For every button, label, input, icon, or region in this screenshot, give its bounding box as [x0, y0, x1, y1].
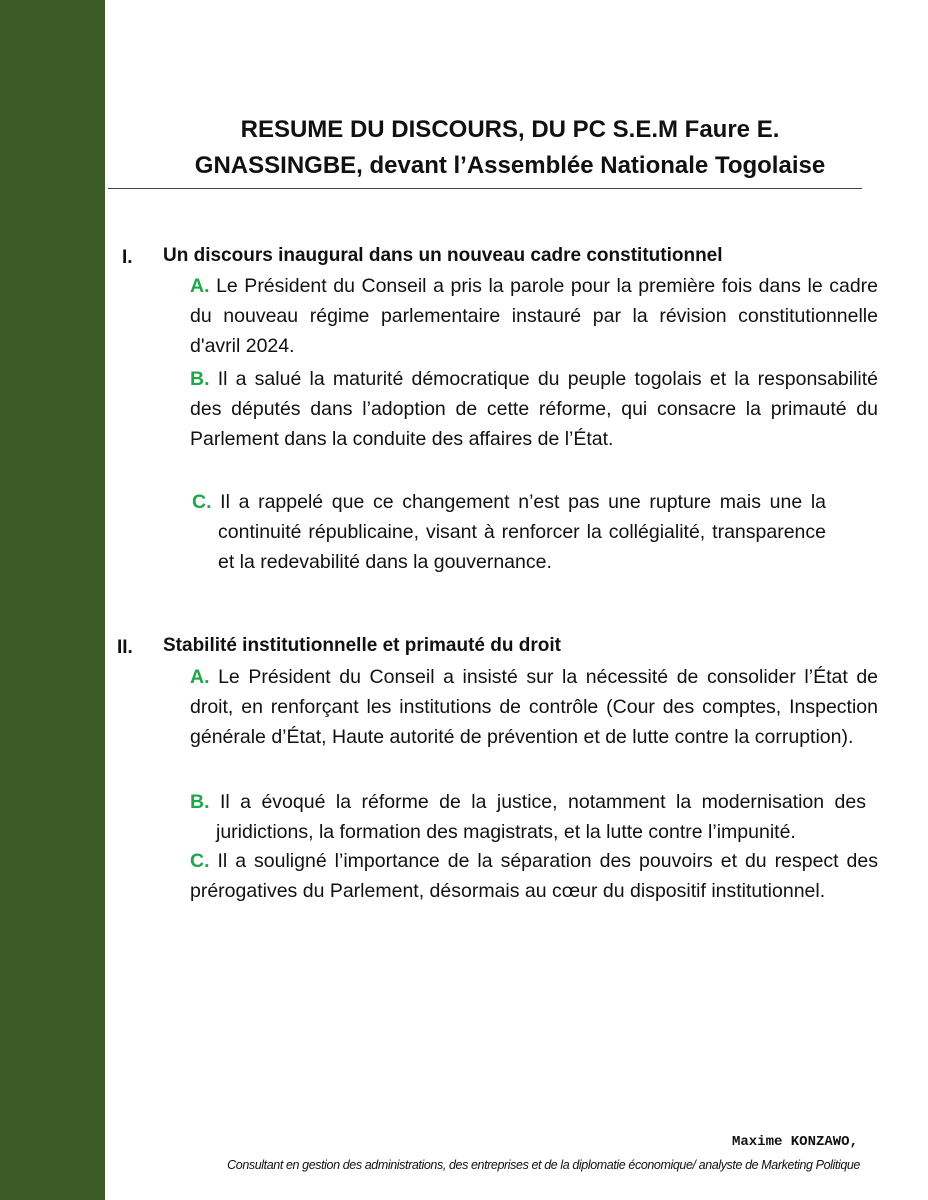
sidebar-band: [0, 0, 105, 1200]
item-letter: A.: [190, 666, 210, 688]
section-1-number: I.: [122, 247, 133, 268]
item-letter: A.: [190, 275, 210, 297]
section-2-item-c: [190, 846, 878, 906]
section-1-item-a: [190, 271, 878, 361]
section-1-item-b: [190, 364, 878, 454]
item-text: Il a évoqué la réforme de la justice, notamment la modernisation des juridictions, la formation des magistrats, et la lutte contre l’impunité.: [216, 791, 867, 843]
title-line-2: GNASSINGBE, devant l’Assemblée Nationale Togolaise: [194, 152, 826, 179]
signature-role: Consultant en gestion des administrations, des entreprises et de la diplomatie économique/ analyste de Marketing Politique: [227, 1158, 860, 1172]
title-line-1: RESUME DU DISCOURS, DU PC S.E.M Faure E.: [240, 116, 780, 143]
item-text: Le Président du Conseil a pris la parole pour la première fois dans le cadre du nouveau régime parlementaire instauré par la révision constitutionnelle d'avril 2024.: [190, 275, 878, 357]
item-text: Le Président du Conseil a insisté sur la nécessité de consolider l’État de droit, en renforçant les institutions de contrôle (Cour des comptes, Inspection générale d’État, Haute autorité de prévention et de lutte contre la corruption).: [190, 666, 879, 748]
item-text: Il a rappelé que ce changement n’est pas une rupture mais une la continuité républicaine, visant à renforcer la collégialité, transparence et la redevabilité dans la gouvernance.: [218, 491, 827, 573]
item-letter: B.: [190, 368, 210, 390]
item-letter: C.: [192, 491, 212, 513]
section-2-item-a: [190, 662, 878, 752]
section-1-item-c: [192, 487, 827, 577]
item-letter: C.: [190, 850, 210, 872]
section-2-number: II.: [117, 637, 133, 658]
section-2-item-b: [190, 787, 867, 847]
item-text: Il a souligné l’importance de la séparation des pouvoirs et du respect des prérogatives du Parlement, désormais au cœur du dispositif institutionnel.: [190, 850, 878, 902]
page-title: [160, 112, 860, 184]
title-divider: [108, 188, 862, 189]
item-letter: B.: [190, 791, 210, 813]
section-2-heading: Stabilité institutionnelle et primauté du droit: [163, 635, 561, 656]
signature-name: Maxime KONZAWO,: [731, 1134, 858, 1150]
section-1-heading: Un discours inaugural dans un nouveau cadre constitutionnel: [163, 245, 723, 266]
item-text: Il a salué la maturité démocratique du peuple togolais et la responsabilité des députés dans l’adoption de cette réforme, qui consacre la primauté du Parlement dans la conduite des affaires de l’État.: [190, 368, 878, 450]
